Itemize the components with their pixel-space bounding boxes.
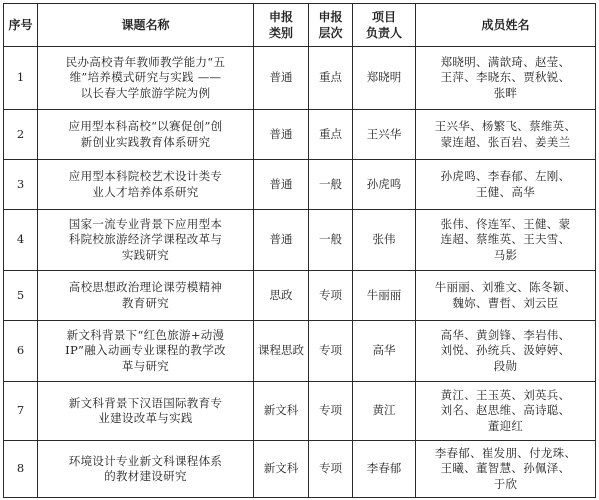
members-line: 张伟、佟连军、王健、蒙 (440, 216, 571, 231)
row-no: 3 (4, 160, 38, 210)
row-no: 5 (4, 271, 38, 321)
row-title (38, 321, 254, 382)
table-row (4, 382, 596, 441)
row-type: 普通 (254, 160, 309, 210)
table-row (4, 160, 596, 210)
row-no: 8 (4, 441, 38, 498)
members-line: 刘名、赵思维、高诗聪、 (440, 403, 571, 418)
header-level (309, 4, 353, 47)
row-lead: 黄江 (353, 382, 416, 441)
members-line: 高华、黄剑锋、李岩伟、 (440, 327, 571, 342)
header-title: 课题名称 (38, 4, 254, 47)
members-line: 董迎红 (487, 418, 524, 433)
row-title (38, 382, 254, 441)
members-line: 于欣 (493, 476, 518, 491)
row-members (416, 110, 596, 160)
row-type: 课程思政 (254, 321, 309, 382)
row-level: 专项 (309, 321, 353, 382)
row-members (416, 47, 596, 110)
row-no: 1 (4, 47, 38, 110)
members-line: 郑晓明、满歆琦、赵莹、 (440, 54, 571, 69)
title-line: 教育研究 (121, 295, 170, 310)
title-line: IP”融入动画专业课程的教学改 (65, 343, 226, 358)
header-lead (353, 4, 416, 47)
table-row (4, 441, 596, 498)
title-line: 新文科背景下“红色旅游+动漫 (66, 327, 225, 342)
row-type: 普通 (254, 210, 309, 271)
header-lead-line: 负责人 (365, 26, 402, 40)
row-no: 2 (4, 110, 38, 160)
row-title (38, 110, 254, 160)
row-title (38, 47, 254, 110)
row-no: 6 (4, 321, 38, 382)
title-line: 环境设计专业新文科课程体系 (68, 453, 223, 468)
members-line: 王萍、李晓东、贾秋锐、 (440, 70, 571, 85)
row-type: 新文科 (254, 382, 309, 441)
members-line: 王曦、董智慧、孙佩泽、 (440, 461, 571, 476)
header-type-line: 类别 (268, 26, 293, 40)
row-title (38, 210, 254, 271)
title-line: 民办高校青年教师教学能力“五 (65, 54, 226, 69)
row-title (38, 441, 254, 498)
title-line: 新创业实践教育体系研究 (80, 134, 211, 149)
header-type (254, 4, 309, 47)
members-line: 蒙连超、张百岩、姜美兰 (440, 134, 571, 149)
table-row (4, 210, 596, 271)
header-row (4, 4, 596, 47)
row-title (38, 271, 254, 321)
header-members: 成员姓名 (416, 4, 596, 47)
row-level: 重点 (309, 47, 353, 110)
header-level-line: 申报 (318, 10, 343, 24)
row-type: 新文科 (254, 441, 309, 498)
row-lead: 牛丽丽 (353, 271, 416, 321)
members-line: 段勋 (493, 358, 518, 373)
title-line: 新文科背景下汉语国际教育专 (68, 395, 223, 410)
row-members (416, 210, 596, 271)
row-lead: 孙虎鸣 (353, 160, 416, 210)
row-lead: 王兴华 (353, 110, 416, 160)
members-line: 黄江、王玉英、刘英兵、 (440, 387, 571, 402)
row-level: 一般 (309, 160, 353, 210)
header-lead-line: 项目 (371, 10, 396, 24)
title-line: 革与研究 (121, 358, 170, 373)
members-line: 牛丽丽、刘雅文、陈冬颖、 (434, 280, 577, 294)
table-row (4, 271, 596, 321)
row-lead: 高华 (353, 321, 416, 382)
table-row (4, 110, 596, 160)
project-table (3, 3, 596, 498)
row-lead: 张伟 (353, 210, 416, 271)
row-type: 思政 (254, 271, 309, 321)
title-line: 实践研究 (121, 247, 170, 262)
header-no: 序号 (4, 4, 38, 47)
members-line: 李春郁、崔发朋、付龙珠、 (434, 445, 577, 460)
row-members (416, 160, 596, 210)
row-no: 7 (4, 382, 38, 441)
header-level-line: 层次 (318, 26, 343, 40)
members-line: 连超、蔡维英、王夫雪、 (440, 232, 571, 247)
row-level: 专项 (309, 271, 353, 321)
row-lead: 郑晓明 (353, 47, 416, 110)
row-level: 重点 (309, 110, 353, 160)
title-line: 业人才培养体系研究 (92, 184, 199, 199)
row-members (416, 441, 596, 498)
header-type-line: 申报 (268, 10, 293, 24)
title-line: 国家一流专业背景下应用型本 (68, 216, 223, 231)
members-line: 魏妳、曹哲、刘云臣 (452, 295, 559, 310)
title-line: 应用型本科高校“以赛促创”创 (68, 119, 223, 133)
row-title (38, 160, 254, 210)
row-members (416, 271, 596, 321)
members-line: 张畔 (493, 85, 518, 100)
members-line: 刘悦、孙统兵、汲婷婷、 (440, 343, 571, 358)
row-level: 一般 (309, 210, 353, 271)
row-no: 4 (4, 210, 38, 271)
title-line: 业建设改革与实践 (98, 411, 193, 425)
row-members (416, 321, 596, 382)
title-line: 应用型本科院校艺术设计类专 (68, 169, 223, 183)
title-line: 的教材建设研究 (104, 469, 187, 483)
row-level: 专项 (309, 441, 353, 498)
title-line: 维”培养模式研究与实践 —— (69, 70, 222, 85)
row-type: 普通 (254, 110, 309, 160)
members-line: 马影 (493, 247, 518, 262)
members-line: 孙虎鸣、李春郁、左刚、 (440, 169, 571, 183)
title-line: 以长春大学旅游学院为例 (80, 85, 211, 100)
table-row (4, 321, 596, 382)
members-line: 王兴华、杨繁飞、蔡维英、 (434, 119, 577, 133)
title-line: 高校思想政治理论课劳模精神 (68, 280, 223, 294)
row-lead: 李春郁 (353, 441, 416, 498)
members-line: 王健、高华 (476, 184, 535, 199)
row-members (416, 382, 596, 441)
row-level: 专项 (309, 382, 353, 441)
title-line: 科院校旅游经济学课程改革与 (68, 232, 223, 247)
table-row (4, 47, 596, 110)
row-type: 普通 (254, 47, 309, 110)
